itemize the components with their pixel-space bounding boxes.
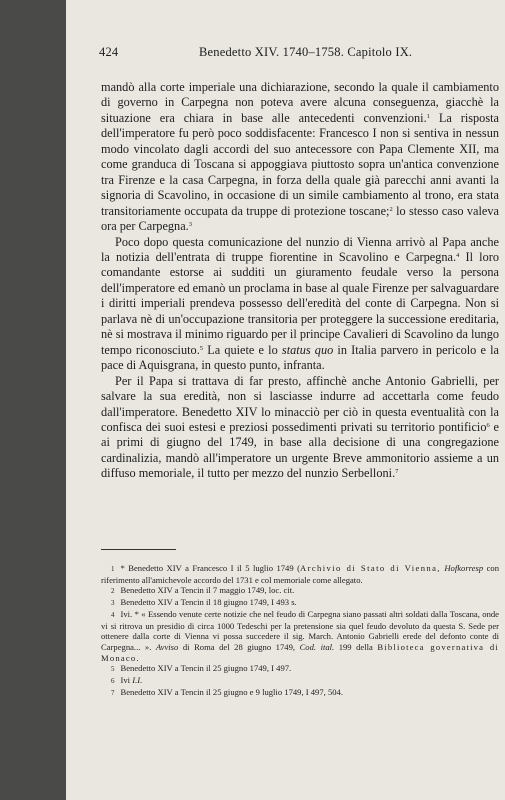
p2-text-b: Il loro comandante estorse ai sudditi un giuramento feudale verso la persona dell'imperatore ed emanò un proclama in base al quale Firenze per salvaguardare i diritti imperiali prendeva possesso dell'eredità del conte di Carpegna. Non si parlava nè di un'occupazione transitoria per proteggere la successione ereditaria, nè si mostrava il minimo riguardo per il principe Cavalieri di Scavolino da lungo tempo riconosciuto. bbox=[101, 249, 499, 357]
footnote-2 bbox=[101, 585, 499, 597]
p3-text-b: e ai primi di giugno del 1749, in base alla decisione di una congregazione cardinalizia, mandò all'imperatore un urgente Breve ammonitorio assieme a un diffuso memoriale, il tutto per mezzo del nunzio Serbelloni. bbox=[101, 419, 499, 481]
footnote-ref-6: 6 bbox=[486, 421, 490, 429]
footnote-ref-4: 4 bbox=[456, 251, 460, 259]
footnote-5 bbox=[101, 663, 499, 675]
footnote-text: con riferimento all'amichevole accordo del 1731 e col memoriale come allegato. bbox=[101, 563, 499, 585]
footnote-number: 5 bbox=[111, 665, 115, 674]
footnote-text: Ivi. * « Essendo venute certe notizie che nel feudo di Carpegna siano passati altri soldati dalla Toscana, onde vi si ritrova un presidio di circa 1000 Tedeschi per la pretensione sia quel feudo devoluto da questa S. Sede per ottenere dalla corte di Vienna vi possa succedere il sig. March. Antonio Gabrielli erede del defonto conte di Carpegna... ». bbox=[101, 608, 499, 652]
p1-text-c: lo stesso caso valeva ora per Carpegna. bbox=[101, 203, 499, 234]
paragraph-2 bbox=[101, 235, 499, 374]
footnote-text: * Benedetto XIV a Francesco I il 5 luglio 1749 ( bbox=[120, 563, 300, 573]
p2-text-d: in Italia parvero in pericolo e la pace di Aquisgrana, in questo punto, infranta. bbox=[101, 342, 499, 373]
page-number: 424 bbox=[99, 45, 119, 59]
footnote-ref-2: 2 bbox=[389, 205, 393, 213]
footnote-italic: Cod. ital. bbox=[299, 641, 335, 652]
p2-text-c: La quiete e lo bbox=[203, 342, 282, 357]
footnote-text: 199 della bbox=[334, 641, 378, 652]
paragraph-1 bbox=[101, 80, 499, 235]
footnote-italic: I.I. bbox=[132, 675, 143, 686]
paragraph-3 bbox=[101, 374, 499, 482]
footnote-number: 6 bbox=[111, 677, 115, 686]
footnote-text: . bbox=[136, 652, 139, 663]
footnote-number: 7 bbox=[111, 688, 115, 697]
footnote-number: 2 bbox=[111, 587, 115, 596]
footnote-archive: Archivio di Stato di Vienna, bbox=[299, 563, 441, 573]
footnote-number: 4 bbox=[111, 610, 115, 619]
running-title: Benedetto XIV. 1740–1758. Capitolo IX. bbox=[199, 45, 413, 59]
footnote-divider bbox=[101, 549, 176, 550]
footnote-7 bbox=[101, 687, 499, 699]
footnote-ref-1: 1 bbox=[426, 112, 430, 120]
footnote-text: Benedetto XIV a Tencin il 25 giugno 1749, I 497. bbox=[120, 663, 292, 674]
p1-text-a: mandò alla corte imperiale una dichiarazione, secondo la quale il cambiamento di governo in Carpegna non poteva avere alcuna conseguenza, giacchè la situazione era chiara in base alle antecedenti convenzioni. bbox=[101, 80, 499, 125]
footnote-number: 1 bbox=[111, 565, 115, 573]
footnote-6 bbox=[101, 675, 499, 687]
footnote-1 bbox=[101, 563, 499, 585]
footnote-number: 3 bbox=[111, 599, 115, 608]
footnote-text: Benedetto XIV a Tencin il 18 giugno 1749, I 493 s. bbox=[120, 597, 297, 608]
footnote-text: Ivi bbox=[120, 675, 133, 686]
p2-text-a: Poco dopo questa comunicazione del nunzio di Vienna arrivò al Papa anche la notizia dell'entrata di truppe fiorentine in Scavolino e Carpegna. bbox=[101, 234, 499, 264]
footnote-archive: Biblioteca governativa di Monaco bbox=[101, 641, 500, 663]
footnote-italic: Hofkorresp bbox=[444, 563, 484, 573]
footnote-ref-7: 7 bbox=[395, 468, 399, 476]
footnote-text: di Roma del 28 giugno 1749, bbox=[178, 641, 300, 652]
p3-text-a: Per il Papa si trattava di far presto, affinchè anche Antonio Gabrielli, per salvare la sua eredità, non si lasciasse indurre ad accettarla come feudo dall'imperatore. Benedetto XIV lo minacciò per ciò in questa eventualità con la confisca dei suoi estesi e preziosi possedimenti privati su territorio pontificio bbox=[101, 373, 499, 434]
p1-text-b: La risposta dell'imperatore fu però poco soddisfacente: Francesco I non si sentiva in nessun modo vincolato dagli accordi del suo antecessore con Papa Clemente XII, ma come granduca di Toscana si appoggiava piuttosto sopra un'antica convenzione tra Firenze e la casa Carpegna, in forza della quale già parecchi anni avanti la signoria di Scavolino, in occasione di un simile cambiamento al trono, era stata transitoriamente occupata da truppe di protezione toscane; bbox=[101, 110, 499, 218]
footnotes bbox=[101, 563, 499, 698]
footnote-italic: Avviso bbox=[155, 641, 179, 652]
footnote-ref-3: 3 bbox=[188, 221, 192, 229]
main-text bbox=[101, 80, 499, 482]
footnote-text: Benedetto XIV a Tencin il 7 maggio 1749, loc. cit. bbox=[120, 585, 295, 596]
book-page bbox=[66, 0, 505, 800]
status-quo-italic: status quo bbox=[281, 342, 334, 357]
footnote-ref-5: 5 bbox=[199, 344, 204, 352]
footnote-text: Benedetto XIV a Tencin il 25 giugno e 9 luglio 1749, I 497, 504. bbox=[120, 686, 343, 697]
footnote-4 bbox=[101, 609, 499, 664]
footnote-3 bbox=[101, 597, 499, 609]
